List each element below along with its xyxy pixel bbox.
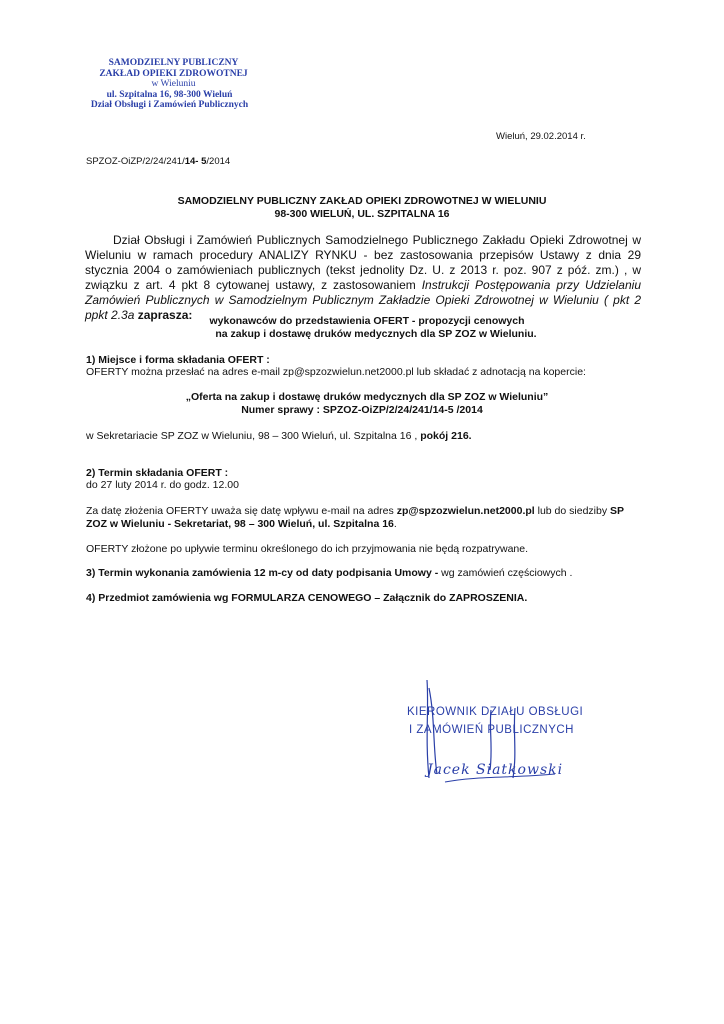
submission-room: pokój 216. [420, 430, 472, 442]
document-date: Wieluń, 29.02.2014 r. [496, 131, 586, 142]
signature-line-1: KIEROWNIK DZIAŁU OBSŁUGI [407, 706, 584, 718]
stamp-line-2: ZAKŁAD OPIEKI ZDROWOTNEJ [99, 68, 248, 79]
section-1-title: 1) Miejsce i forma składania OFERT : [86, 354, 270, 366]
envelope-line-2: Numer sprawy : SPZOZ-OiZP/2/24/241/14-5 /2014 [241, 403, 483, 416]
document-heading [86, 195, 638, 220]
section-3 [86, 567, 572, 580]
deadline-note [86, 505, 646, 530]
reference-number [86, 156, 230, 167]
deadline-note-end: . [393, 517, 397, 530]
signature-stamp [405, 678, 595, 788]
reference-suffix: /2014 [206, 156, 231, 167]
submission-place [86, 430, 472, 443]
deadline-note-b: lub do siedziby [534, 505, 610, 517]
intro-invite-verb: zaprasza: [134, 308, 193, 322]
heading-line-2: 98-300 WIELUŃ, UL. SZPITALNA 16 [274, 207, 450, 220]
envelope-line-1: „Oferta na zakup i dostawę druków medycznych dla SP ZOZ w Wieluniu” [185, 391, 549, 403]
section-1-text: OFERTY można przesłać na adres e-mail zp@spzozwielun.net2000.pl lub składać z adnotacją na kopercie: [86, 366, 586, 378]
invitation-block [86, 315, 638, 340]
reference-bold: 14- 5 [184, 156, 207, 167]
signature-name: Jacek Siatkowski [427, 762, 564, 778]
invite-line-1: wykonawców do przedstawienia OFERT - propozycji cenowych [209, 315, 525, 327]
section-2-title: 2) Termin składania OFERT : [86, 467, 229, 479]
deadline-text: do 27 luty 2014 r. do godz. 12.00 [86, 479, 239, 491]
intro-text: Dział Obsługi i Zamówień Publicznych Samodzielnego Publicznego Zakładu Opieki Zdrowotnej w Wieluniu w ramach procedury ANALIZY RYNKU - bez zastosowania przepisów Ustawy z dnia 29 stycznia 2004 o zamówieniach publicznych (tekst jednolity Dz. U. z 2013 r. poz. 907 z póź. zm.) , w związku z art. 4 pkt 8 cytowanej ustawy, z zastosowaniem [85, 233, 641, 292]
reference-prefix: SPZOZ-OiZP/2/24/241/ [86, 156, 185, 167]
stamp-line-1: SAMODZIELNY PUBLICZNY [108, 58, 239, 68]
section-3-bold: 3) Termin wykonania zamówienia 12 m-cy od daty podpisania Umowy - [86, 567, 442, 579]
deadline-note-a: Za datę złożenia OFERTY uważa się datę wpływu e-mail na adres [86, 505, 397, 517]
invite-line-2: na zakup i dostawę druków medycznych dla SP ZOZ w Wieluniu. [215, 327, 537, 340]
stamp-line-4: ul. Szpitalna 16, 98-300 Wieluń [106, 89, 233, 100]
signature-line-2: I ZAMÓWIEŃ PUBLICZNYCH [409, 724, 574, 736]
deadline-note-email: zp@spzozwielun.net2000.pl [396, 505, 535, 517]
stamp-line-5: Dział Obsługi i Zamówień Publicznych [90, 100, 249, 110]
intro-paragraph [85, 233, 641, 323]
section-3-normal: wg zamówień częściowych . [441, 567, 573, 579]
intro-italic: Instrukcji Postępowania przy Udzielaniu Zamówień Publicznych w Samodzielnym Publicznym Zakładzie Opieki Zdrowotnej w Wieluniu ( pkt 2 ppkt 2.3a [85, 278, 641, 322]
deadline-note-address: SP ZOZ w Wieluniu - Sekretariat, 98 – 300 Wieluń, ul. Szpitalna 16 [86, 505, 624, 530]
section-4: 4) Przedmiot zamówienia wg FORMULARZA CENOWEGO – Załącznik do ZAPROSZENIA. [86, 592, 528, 604]
institution-stamp [86, 58, 261, 111]
envelope-note [86, 391, 638, 416]
stamp-line-3: w Wieluniu [151, 79, 196, 89]
submission-place-text: w Sekretariacie SP ZOZ w Wieluniu, 98 – 300 Wieluń, ul. Szpitalna 16 , [86, 430, 421, 442]
heading-line-1: SAMODZIELNY PUBLICZNY ZAKŁAD OPIEKI ZDROWOTNEJ W WIELUNIU [177, 195, 547, 207]
late-offers-note: OFERTY złożone po upływie terminu określonego do ich przyjmowania nie będą rozpatrywane. [86, 543, 529, 555]
